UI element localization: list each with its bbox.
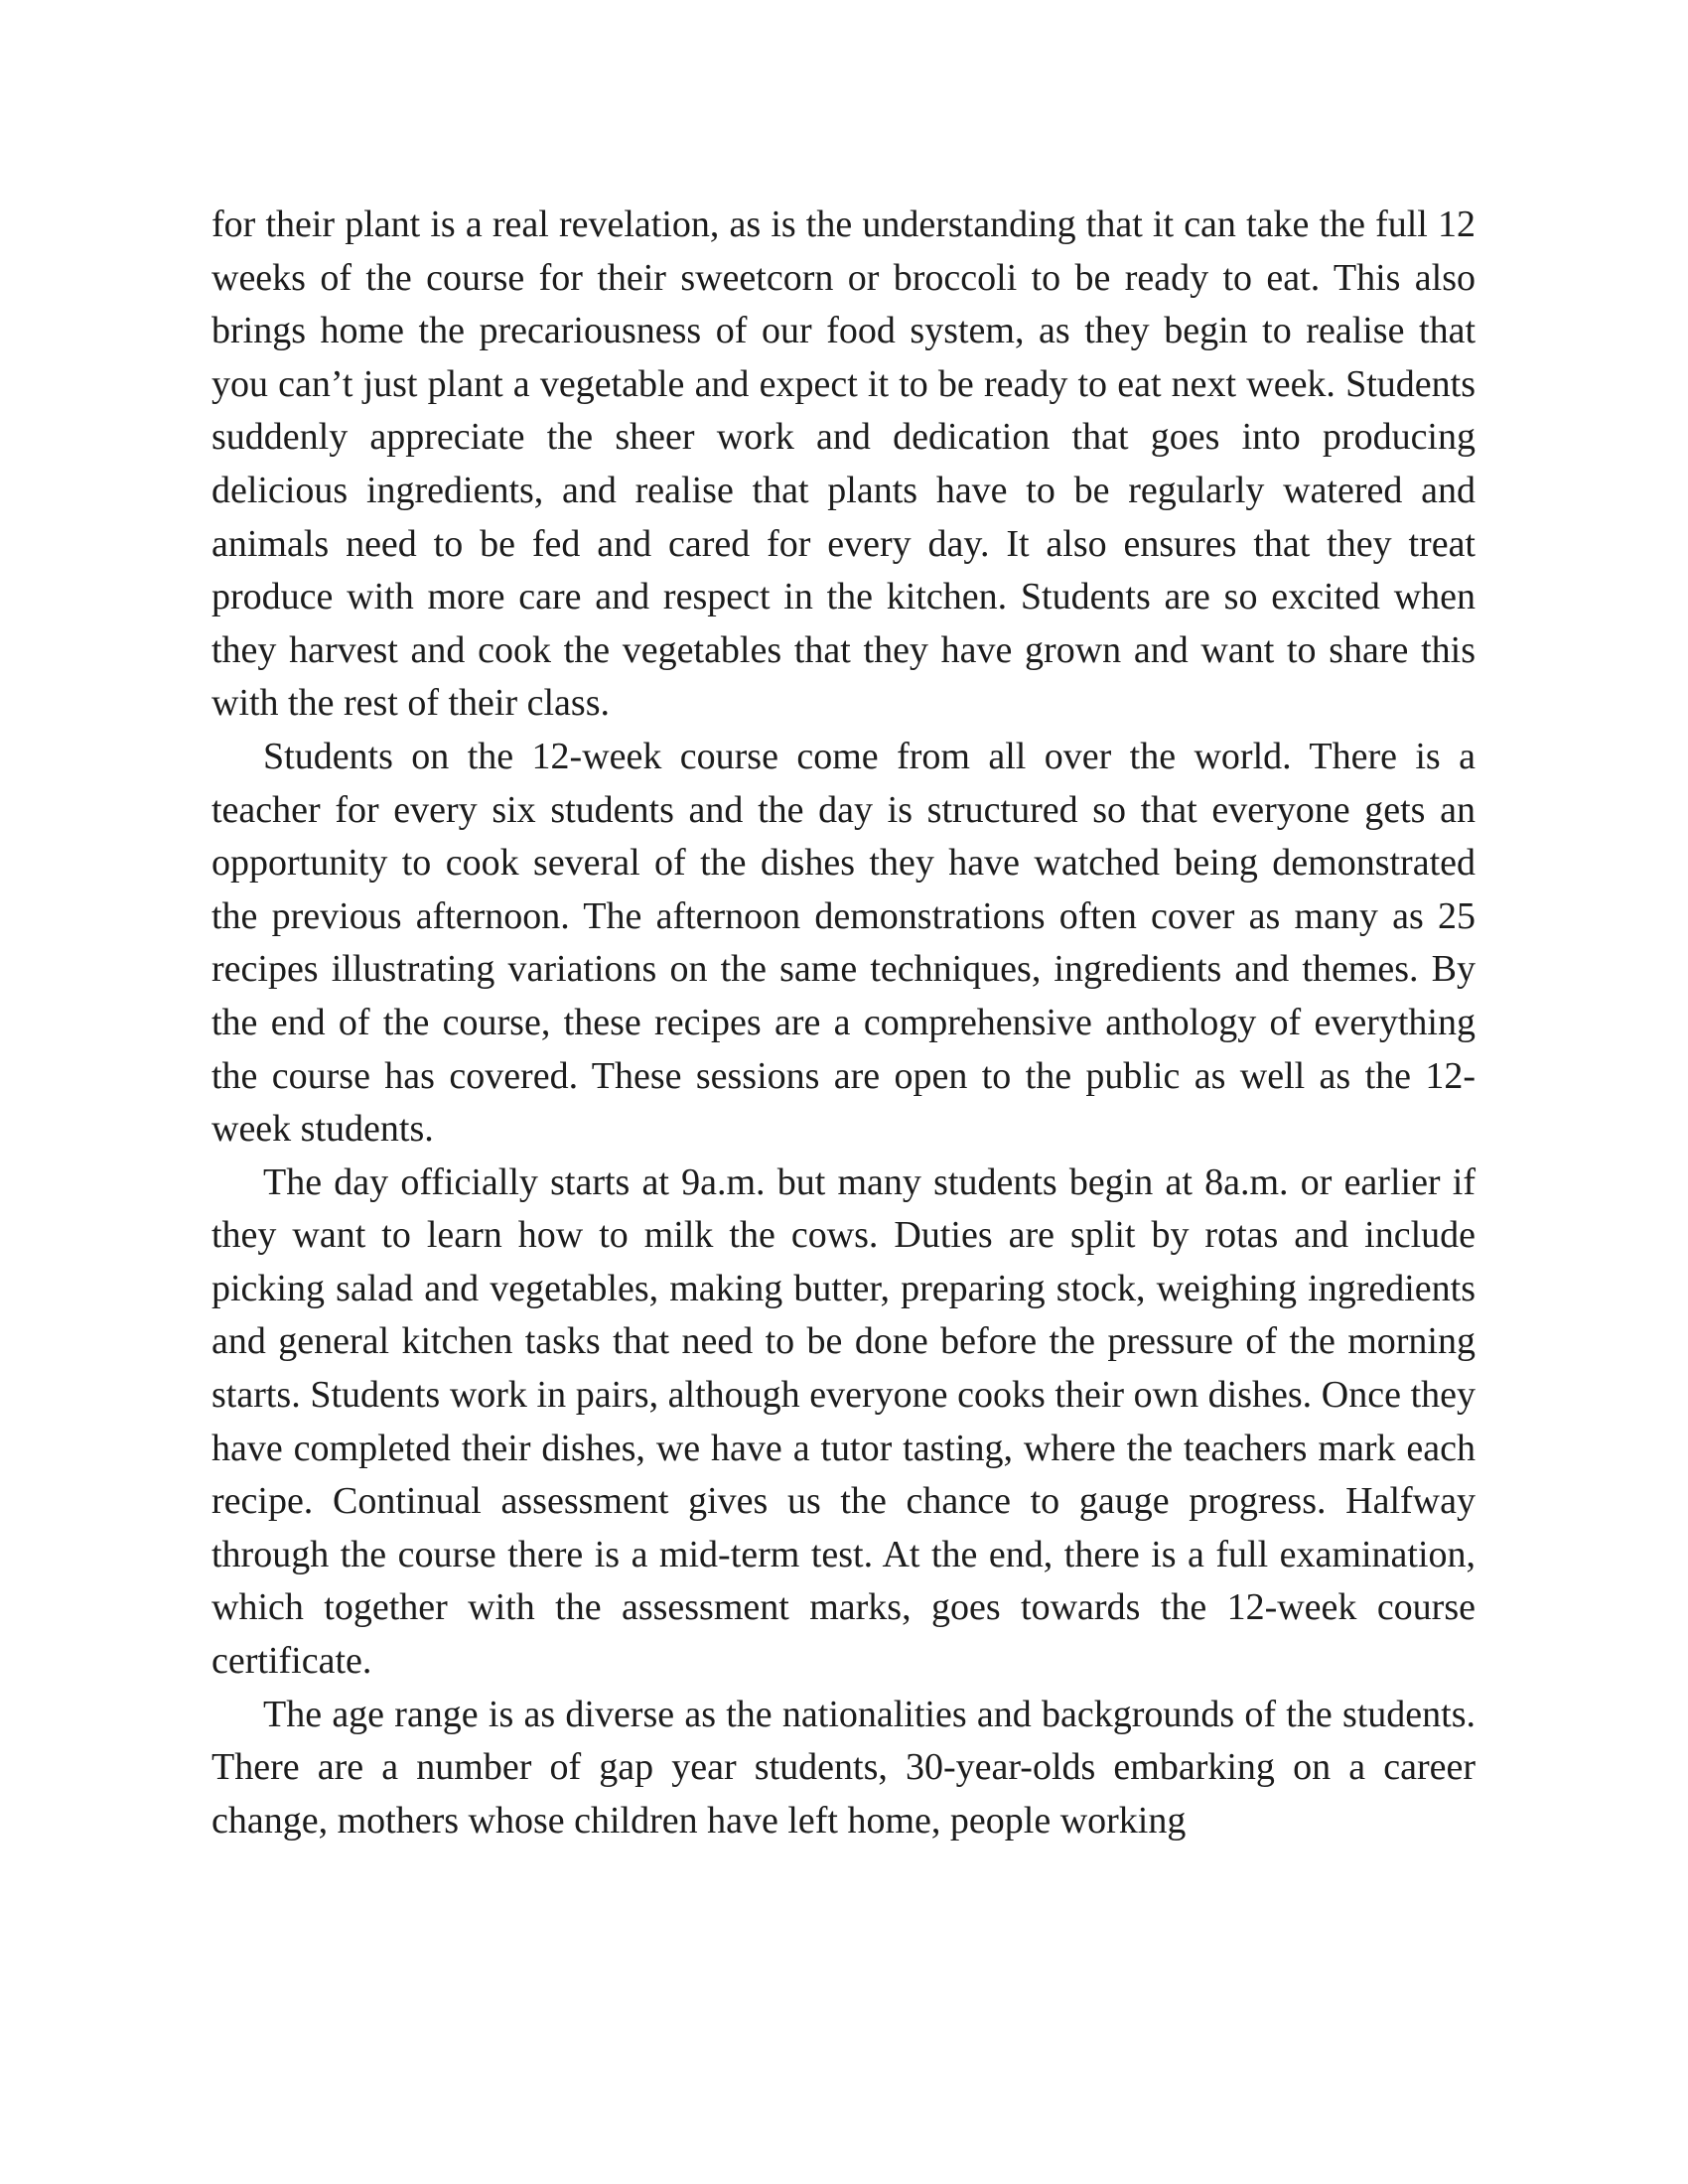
paragraph-students-course: Students on the 12-week course come from all over the world. There is a teacher for every six students and the day is structured so that everyone gets an opportunity to cook several of the dishes they have watched being demonstrated the previous afternoon. The afternoon demonstrations often cover as many as 25 recipes illustrating variations on the same techniques, ingredients and themes. By the end of the course, these recipes are a comprehensive anthology of everything the course has covered. These sessions are open to the public as well as the 12-week students. xyxy=(211,735,1476,1151)
paragraph-daily-schedule: The day officially starts at 9a.m. but many students begin at 8a.m. or earlier if they want to learn how to milk the cows. Duties are split by rotas and include picking salad and vegetables, making butter, preparing stock, weighing ingredients and general kitchen tasks that need to be done before the pressure of the morning starts. Students work in pairs, although everyone cooks their own dishes. Once they have completed their dishes, we have a tutor tasting, where the teachers mark each recipe. Continual assessment gives us the chance to gauge progress. Halfway through the course there is a mid-term test. At the end, there is a full examination, which together with the assessment marks, goes towards the 12-week course certificate. xyxy=(211,1160,1476,1683)
document-page xyxy=(211,199,1476,1847)
paragraph-continuation: for their plant is a real revelation, as is the understanding that it can take the full 12 weeks of the course for their sweetcorn or broccoli to be ready to eat. This also brings home the precariousness of our food system, as they begin to realise that you can’t just plant a vegetable and expect it to be ready to eat next week. Students suddenly appreciate the sheer work and dedication that goes into producing delicious ingredients, and realise that plants have to be regularly watered and animals need to be fed and cared for every day. It also ensures that they treat produce with more care and respect in the kitchen. Students are so excited when they harvest and cook the vegetables that they have grown and want to share this with the rest of their class. xyxy=(211,204,1476,725)
paragraph-age-range: The age range is as diverse as the nationalities and backgrounds of the students. There are a number of gap year students, 30-year-olds embarking on a career change, mothers whose children have left home, people working xyxy=(211,1693,1476,1842)
